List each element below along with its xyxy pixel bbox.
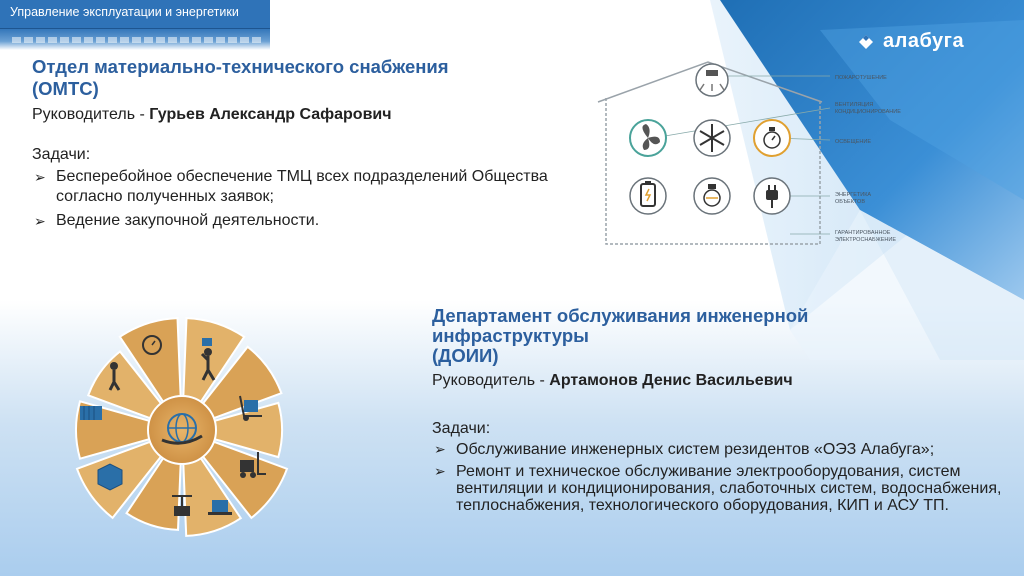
fan-icon — [630, 120, 666, 156]
head-line — [32, 106, 602, 124]
header-strip — [0, 28, 270, 50]
bulb-gauge-icon — [694, 178, 730, 214]
label-fire-suppression: ПОЖАРОТУШЕНИЕ — [835, 75, 887, 81]
list-item — [432, 463, 1002, 514]
label-power: ЭНЕРГЕТИКА ОБЪЕКТОВ — [835, 192, 872, 205]
section-title — [432, 306, 1002, 366]
arrow-bullet-icon: ➢ — [434, 463, 446, 479]
tasks-label: Задачи: — [432, 420, 491, 437]
department-header — [0, 0, 270, 29]
alabuga-logo — [855, 30, 964, 53]
section-title — [32, 56, 602, 100]
tasks-list — [432, 441, 1002, 514]
head-name: Артамонов Денис Васильевич — [549, 372, 793, 389]
label-guaranteed-power: ГАРАНТИРОВАННОЕ ЭЛЕКТРОСНАБЖЕНИЕ — [835, 230, 896, 243]
label-ventilation: ВЕНТИЛЯЦИЯ КОНДИЦИОНИРОВАНИЕ — [835, 102, 901, 115]
department-label: Управление эксплуатации и энергетики — [10, 5, 239, 19]
box-icon — [98, 464, 122, 490]
arrow-bullet-icon: ➢ — [434, 441, 446, 457]
engineering-systems-house-diagram — [590, 58, 920, 254]
label-lighting: ОСВЕЩЕНИЕ — [835, 139, 872, 145]
sprinkler-icon — [696, 64, 728, 96]
section-omts — [32, 56, 602, 235]
task-text: Ремонт и техническое обслуживание электрооборудования, систем вентиляции и кондиционирования, слаботочных систем, водоснабжения, теплоснабжения, технологического оборудования, КИП и АСУ ТП. — [456, 463, 1002, 514]
task-text: Ведение закупочной деятельности. — [56, 212, 320, 229]
list-item — [32, 211, 602, 231]
section-doii — [432, 306, 1002, 519]
title-line: (ОМТС) — [32, 78, 99, 99]
arrow-bullet-icon: ➢ — [34, 213, 46, 229]
list-item — [32, 167, 602, 207]
head-prefix: Руководитель - — [432, 372, 550, 389]
logo-text: алабуга — [883, 30, 965, 52]
tasks-label: Задачи: — [32, 146, 91, 163]
battery-icon — [630, 178, 666, 214]
logistics-wheel-illustration — [62, 310, 302, 570]
list-item — [432, 441, 1002, 458]
title-line: инфраструктуры — [432, 325, 589, 346]
head-line — [432, 372, 1002, 390]
title-line: Департамент обслуживания инженерной — [432, 305, 809, 326]
head-name: Гурьев Александр Сафарович — [149, 106, 392, 123]
task-text: Обслуживание инженерных систем резидентов «ОЭЗ Алабуга»; — [456, 441, 935, 458]
tasks-list — [32, 167, 602, 231]
lightbulb-icon — [754, 120, 790, 156]
container-icon — [80, 406, 102, 420]
plug-icon — [754, 178, 790, 214]
head-prefix: Руководитель - — [32, 106, 150, 123]
arrow-bullet-icon: ➢ — [34, 169, 46, 185]
logo-mark-icon — [855, 32, 877, 52]
title-line: Отдел материально-технического снабжения — [32, 56, 449, 77]
title-line: (ДОИИ) — [432, 345, 499, 366]
snowflake-icon — [694, 120, 730, 156]
task-text: Бесперебойное обеспечение ТМЦ всех подразделений Общества согласно полученных заявок; — [56, 168, 548, 205]
